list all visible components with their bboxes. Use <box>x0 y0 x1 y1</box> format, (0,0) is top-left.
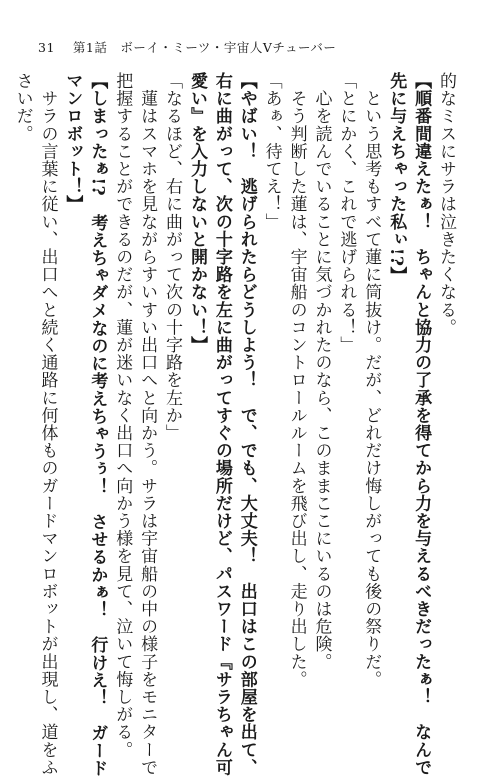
text-line: 把握することができるのだが、蓮が迷いなく出口へ向かう様を見て、泣いて悔しがる。 <box>112 72 133 759</box>
text-line: 先に与えちゃった私ぃ!?】 <box>386 72 407 285</box>
text-line: 蓮はスマホを見ながらすいすい出口へと向かう。サラは宇宙船の中の様子をモニターで <box>137 72 158 776</box>
running-head <box>38 38 336 56</box>
text-line: 「とにかく、これで逃げられる！」 <box>336 72 357 354</box>
text-line: 「なるほど、右に曲がって次の十字路を左か」 <box>162 72 183 442</box>
text-line: 心を読んでいることに気づかれたのなら、このままここにいるのは危険。 <box>311 72 332 671</box>
text-line: 【しまったぁ!? 考えちゃダメなのに考えちゃうぅ！ させるかぁ！ 行けえ！ ガード <box>87 72 108 777</box>
text-line: 愛い』を入力しないと開かない！】 <box>186 72 207 354</box>
text-line: 「あぁ、待てえ！」 <box>261 72 282 231</box>
text-line: 的なミスにサラは泣きたくなる。 <box>436 72 456 336</box>
text-line: 【順番間違えたぁ！ ちゃんと協力の了承を得てから力を与えるべきだったぁ！ なんで <box>411 72 432 776</box>
text-line: マンロボット！】 <box>62 72 83 213</box>
text-line: という思考もすべて蓮に筒抜け。だが、どれだけ悔しがっても後の祭りだ。 <box>361 72 382 688</box>
text-line: 【やばい！ 逃げられたらどうしよう！ で、でも、大丈夫！ 出口はこの部屋を出て、 <box>236 72 257 776</box>
chapter-title: 第1話 ボーイ・ミーツ・宇宙人Vチューバー <box>72 40 337 55</box>
text-line: 右に曲がって、次の十字路を左に曲がってすぐの場所だけど、パスワード『サラちゃん可 <box>211 72 232 776</box>
vertical-text-body <box>12 72 458 777</box>
text-line: サラの言葉に従い、出口へと続く通路に何体ものガードマンロボットが出現し、道をふ <box>37 72 58 776</box>
page-number: 31 <box>38 40 55 55</box>
text-line: そう判断した蓮は、宇宙船のコントロールルームを飛び出し、走り出した。 <box>286 72 307 688</box>
text-line: さいだ。 <box>12 72 33 143</box>
